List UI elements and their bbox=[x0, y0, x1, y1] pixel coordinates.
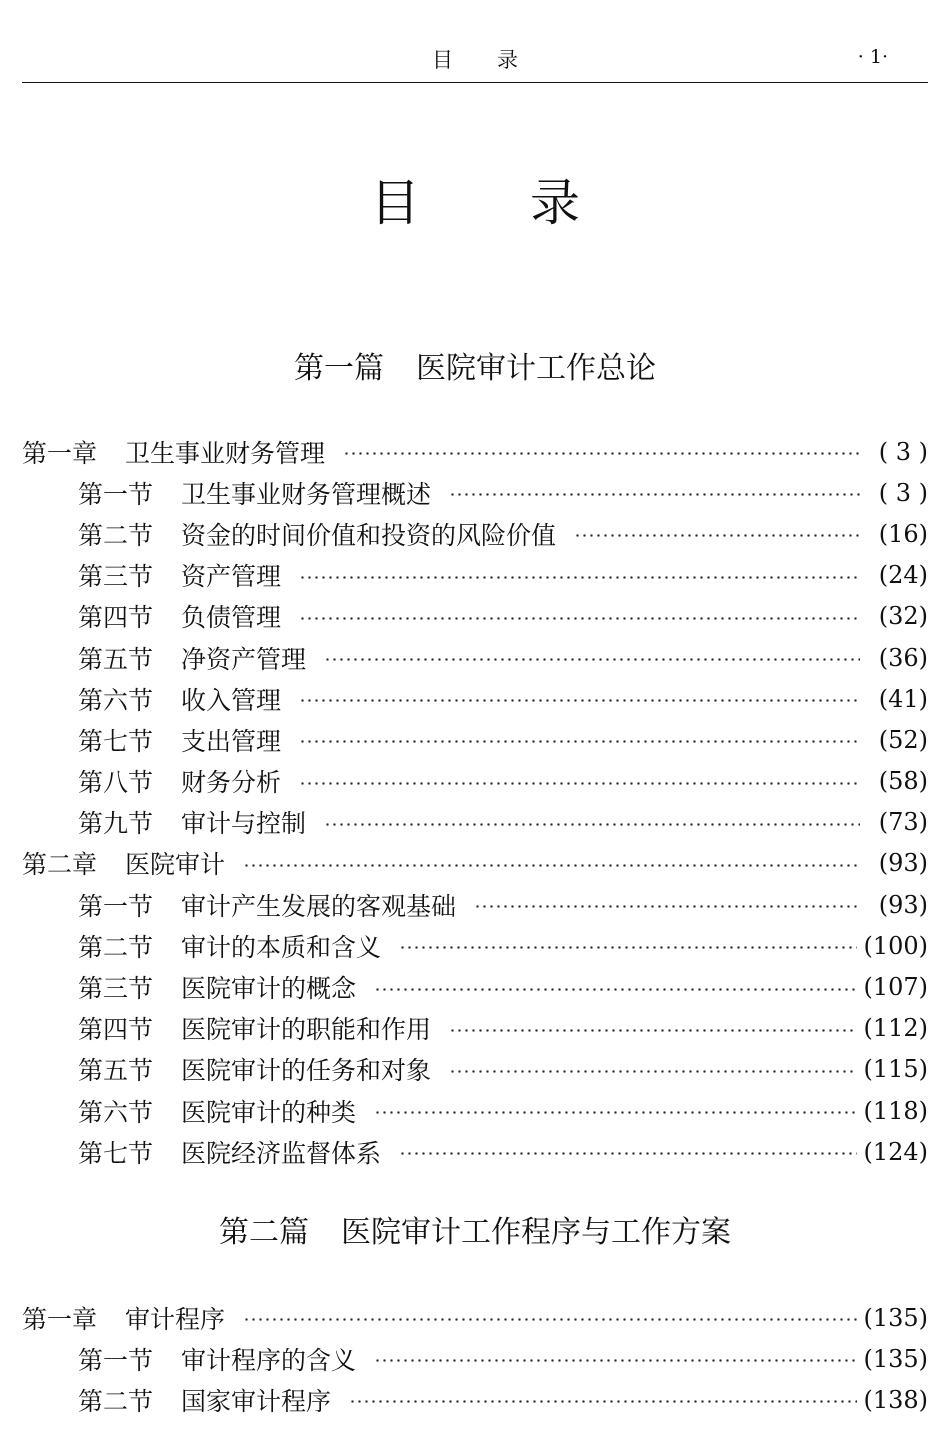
toc-entry-title: 医院审计 bbox=[125, 850, 226, 880]
toc-entry-number: 第九节 bbox=[78, 809, 154, 839]
toc-entry-page-number: (16) bbox=[878, 519, 928, 548]
toc-section-entry[interactable] bbox=[22, 1090, 928, 1131]
toc-section-entry[interactable] bbox=[22, 761, 928, 802]
toc-list-part-2 bbox=[22, 1297, 928, 1421]
toc-section-entry[interactable] bbox=[22, 1049, 928, 1090]
toc-section-entry[interactable] bbox=[22, 1131, 928, 1172]
toc-section-entry[interactable] bbox=[22, 555, 928, 596]
page-title: 目录 bbox=[370, 174, 690, 232]
toc-chapter-entry[interactable] bbox=[22, 843, 928, 884]
part-title-1 bbox=[0, 349, 950, 389]
toc-entry-title: 医院经济监督体系 bbox=[181, 1138, 382, 1168]
toc-entry-title: 净资产管理 bbox=[181, 644, 307, 674]
toc-entry-number: 第六节 bbox=[78, 1097, 154, 1127]
toc-entry-page-number: (124) bbox=[863, 1137, 928, 1166]
toc-entry-title: 医院审计的种类 bbox=[181, 1097, 357, 1127]
toc-entry-page-number: (32) bbox=[878, 602, 928, 631]
toc-entry-number: 第五节 bbox=[78, 1056, 154, 1086]
toc-entry-title: 审计程序的含义 bbox=[181, 1345, 357, 1375]
dot-leader bbox=[449, 1070, 857, 1073]
toc-entry-title: 支出管理 bbox=[181, 726, 282, 756]
toc-entry-title: 资金的时间价值和投资的风险价值 bbox=[181, 520, 557, 550]
toc-entry-title: 国家审计程序 bbox=[181, 1386, 332, 1416]
toc-entry-number: 第八节 bbox=[78, 768, 154, 798]
part-number: 第一篇 bbox=[294, 351, 384, 386]
toc-entry-page-number: ( 3 ) bbox=[878, 437, 928, 466]
toc-section-entry[interactable] bbox=[22, 678, 928, 719]
toc-entry-title: 审计程序 bbox=[125, 1304, 226, 1334]
toc-entry-page-number: (73) bbox=[878, 808, 928, 837]
dot-leader bbox=[299, 617, 860, 620]
toc-section-entry[interactable] bbox=[22, 966, 928, 1007]
part-name: 医院审计工作总论 bbox=[416, 351, 656, 386]
toc-entry-number: 第一章 bbox=[22, 1304, 98, 1334]
dot-leader bbox=[299, 782, 860, 785]
toc-section-entry[interactable] bbox=[22, 1338, 928, 1379]
toc-entry-page-number: (107) bbox=[863, 973, 928, 1002]
toc-entry-title: 医院审计的概念 bbox=[181, 974, 357, 1004]
part-number: 第二篇 bbox=[219, 1215, 309, 1250]
toc-entry-title: 审计的本质和含义 bbox=[181, 932, 382, 962]
toc-entry-title: 卫生事业财务管理概述 bbox=[181, 479, 432, 509]
toc-entry-page-number: (135) bbox=[863, 1344, 928, 1373]
toc-entry-number: 第一节 bbox=[78, 479, 154, 509]
toc-entry-title: 收入管理 bbox=[181, 685, 282, 715]
toc-entry-title: 医院审计的任务和对象 bbox=[181, 1056, 432, 1086]
toc-entry-number: 第二节 bbox=[78, 520, 154, 550]
dot-leader bbox=[299, 576, 860, 579]
toc-section-entry[interactable] bbox=[22, 637, 928, 678]
dot-leader bbox=[374, 1111, 857, 1114]
toc-entry-title: 财务分析 bbox=[181, 768, 282, 798]
toc-section-entry[interactable] bbox=[22, 1379, 928, 1420]
toc-section-entry[interactable] bbox=[22, 925, 928, 966]
toc-entry-number: 第四节 bbox=[78, 1015, 154, 1045]
dot-leader bbox=[374, 1359, 857, 1362]
toc-entry-number: 第五节 bbox=[78, 644, 154, 674]
toc-entry-page-number: (118) bbox=[863, 1096, 928, 1125]
part-name: 医院审计工作程序与工作方案 bbox=[341, 1215, 731, 1250]
toc-section-entry[interactable] bbox=[22, 884, 928, 925]
toc-entry-title: 审计与控制 bbox=[181, 809, 307, 839]
running-head-title: 目录 bbox=[432, 48, 562, 72]
toc-entry-number: 第二章 bbox=[22, 850, 98, 880]
toc-entry-number: 第四节 bbox=[78, 603, 154, 633]
running-head bbox=[22, 40, 928, 83]
running-head-page-number: · 1· bbox=[857, 46, 888, 68]
toc-entry-page-number: (41) bbox=[878, 684, 928, 713]
toc-section-entry[interactable] bbox=[22, 472, 928, 513]
toc-entry-page-number: ( 3 ) bbox=[878, 478, 928, 507]
toc-entry-page-number: (24) bbox=[878, 561, 928, 590]
toc-entry-page-number: (112) bbox=[863, 1014, 928, 1043]
toc-section-entry[interactable] bbox=[22, 719, 928, 760]
toc-section-entry[interactable] bbox=[22, 513, 928, 554]
toc-entry-page-number: (115) bbox=[863, 1055, 928, 1084]
toc-section-entry[interactable] bbox=[22, 1008, 928, 1049]
dot-leader bbox=[343, 452, 860, 455]
toc-entry-number: 第三节 bbox=[78, 974, 154, 1004]
dot-leader bbox=[299, 740, 860, 743]
toc-entry-page-number: (93) bbox=[878, 849, 928, 878]
dot-leader bbox=[399, 1152, 857, 1155]
toc-entry-title: 资产管理 bbox=[181, 562, 282, 592]
dot-leader bbox=[474, 905, 860, 908]
dot-leader bbox=[349, 1400, 857, 1403]
toc-entry-title: 审计产生发展的客观基础 bbox=[181, 891, 457, 921]
dot-leader bbox=[243, 864, 860, 867]
toc-entry-title: 医院审计的职能和作用 bbox=[181, 1015, 432, 1045]
toc-section-entry[interactable] bbox=[22, 802, 928, 843]
dot-leader bbox=[574, 534, 860, 537]
toc-entry-number: 第一章 bbox=[22, 438, 98, 468]
toc-chapter-entry[interactable] bbox=[22, 1297, 928, 1338]
dot-leader bbox=[324, 823, 860, 826]
toc-entry-number: 第六节 bbox=[78, 685, 154, 715]
dot-leader bbox=[449, 493, 860, 496]
toc-entry-number: 第二节 bbox=[78, 1386, 154, 1416]
toc-entry-number: 第一节 bbox=[78, 1345, 154, 1375]
toc-entry-title: 卫生事业财务管理 bbox=[125, 438, 326, 468]
toc-entry-page-number: (36) bbox=[878, 643, 928, 672]
toc-section-entry[interactable] bbox=[22, 596, 928, 637]
toc-entry-page-number: (100) bbox=[863, 931, 928, 960]
dot-leader bbox=[299, 699, 860, 702]
toc-entry-page-number: (93) bbox=[878, 890, 928, 919]
toc-entry-page-number: (58) bbox=[878, 767, 928, 796]
toc-entry-number: 第一节 bbox=[78, 891, 154, 921]
part-title-2 bbox=[0, 1213, 950, 1253]
dot-leader bbox=[449, 1029, 857, 1032]
toc-entry-number: 第二节 bbox=[78, 932, 154, 962]
toc-entry-page-number: (52) bbox=[878, 725, 928, 754]
toc-entry-number: 第七节 bbox=[78, 726, 154, 756]
toc-entry-number: 第七节 bbox=[78, 1138, 154, 1168]
toc-chapter-entry[interactable] bbox=[22, 431, 928, 472]
toc-entry-title: 负债管理 bbox=[181, 603, 282, 633]
toc-entry-page-number: (135) bbox=[863, 1303, 928, 1332]
toc-entry-number: 第三节 bbox=[78, 562, 154, 592]
dot-leader bbox=[243, 1318, 857, 1321]
dot-leader bbox=[399, 946, 857, 949]
toc-list-part-1 bbox=[22, 431, 928, 1172]
dot-leader bbox=[324, 658, 860, 661]
toc-entry-page-number: (138) bbox=[863, 1385, 928, 1414]
dot-leader bbox=[374, 988, 857, 991]
